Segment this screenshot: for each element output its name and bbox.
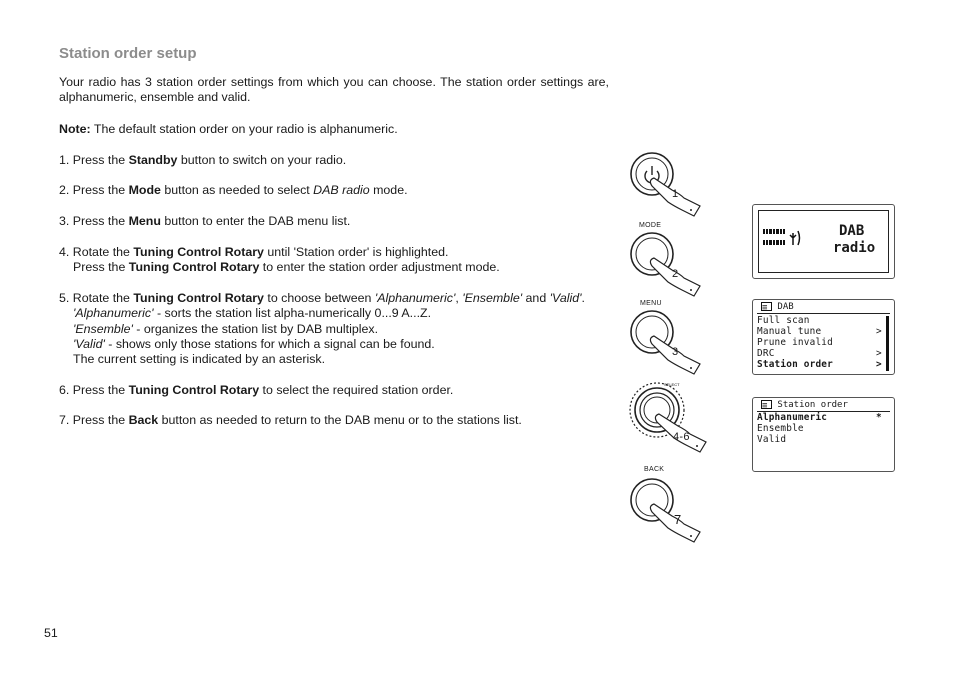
step-2	[59, 183, 408, 198]
option-item-ensemble[interactable]: Ensemble	[757, 423, 804, 434]
menu-item-manual-tune[interactable]: Manual tune	[757, 326, 822, 337]
radio-text: radio	[833, 240, 876, 256]
menu-label: MENU	[640, 300, 662, 307]
note-label: Note:	[59, 122, 91, 136]
step-5-line-2	[59, 306, 585, 321]
step-2-mode: DAB radio	[313, 183, 370, 197]
step-1-button: Standby	[128, 153, 178, 167]
step-1-text: 1. Press the	[59, 153, 129, 167]
header-divider	[757, 313, 890, 314]
page-number: 51	[44, 626, 58, 640]
step-4-text-2-end: to enter the station order adjustment mode.	[259, 260, 500, 275]
step-3-button: Menu	[128, 214, 161, 228]
asterisk-icon: *	[876, 412, 882, 423]
signal-strength-icon	[763, 223, 823, 263]
step-number: 7	[674, 512, 682, 527]
step-3	[59, 214, 350, 229]
step-4-text-2: Press the	[73, 260, 129, 275]
back-label: BACK	[644, 466, 665, 473]
step-7	[59, 413, 522, 428]
step-5-control: Tuning Control Rotary	[133, 291, 264, 305]
mode-button-figure	[628, 222, 708, 302]
chevron-right-icon: >	[876, 326, 882, 337]
svg-text:SELECT: SELECT	[664, 382, 680, 387]
step-2-text-mid: button as needed to select	[160, 183, 314, 197]
menu-header-text: DAB	[777, 302, 794, 312]
lcd-frame	[758, 210, 889, 273]
menu-icon: ≡	[761, 400, 772, 409]
step-4	[59, 245, 500, 276]
menu-button-illustration	[628, 308, 708, 388]
station-order-header	[761, 400, 848, 410]
tuning-rotary-illustration	[628, 378, 718, 468]
note-text: The default station order on your radio is alphanumeric.	[90, 122, 398, 136]
chevron-right-icon: >	[876, 348, 882, 359]
menu-item-drc[interactable]: DRC	[757, 348, 775, 359]
alphanumeric-desc: - sorts the station list alpha-numerically 0...9 A...Z.	[153, 306, 432, 321]
note	[59, 122, 398, 137]
dab-text: DAB	[839, 223, 865, 239]
step-5-line-4	[59, 337, 585, 352]
back-button-illustration	[628, 476, 708, 560]
tuning-rotary-figure	[628, 378, 718, 468]
alphanumeric-term: 'Alphanumeric'	[73, 306, 154, 321]
step-5-sep-2: and	[522, 291, 550, 305]
valid-term: 'Valid'	[73, 336, 105, 351]
step-5	[59, 291, 585, 367]
step-7-text-end: button as needed to return to the DAB menu or to the stations list.	[158, 413, 522, 427]
standby-button-illustration	[628, 150, 708, 220]
ensemble-desc: - organizes the station list by DAB multiplex.	[132, 321, 379, 336]
menu-icon: ≡	[761, 302, 772, 311]
dab-radio-text	[833, 223, 875, 257]
step-3-text-end: button to enter the DAB menu list.	[160, 214, 351, 228]
menu-item-prune-invalid[interactable]: Prune invalid	[757, 337, 833, 348]
step-5-text: 5. Rotate the	[59, 291, 134, 305]
option-alphanumeric: 'Alphanumeric'	[374, 291, 456, 305]
step-4-text: 4. Rotate the	[59, 245, 134, 259]
step-5-line-3	[59, 322, 585, 337]
step-3-text: 3. Press the	[59, 214, 129, 228]
ensemble-term: 'Ensemble'	[73, 321, 133, 336]
back-button-figure	[628, 464, 708, 548]
step-4-control-2: Tuning Control Rotary	[128, 260, 260, 275]
menu-item-full-scan[interactable]: Full scan	[757, 315, 810, 326]
lcd-dab-radio	[752, 204, 895, 279]
step-5-text-mid: to choose between	[263, 291, 375, 305]
step-1	[59, 153, 346, 168]
step-5-sep-1: ,	[455, 291, 463, 305]
step-5-end: .	[581, 291, 585, 305]
step-number: 4-6	[673, 431, 690, 443]
step-4-line-2	[59, 260, 500, 275]
step-6-text: 6. Press the	[59, 383, 129, 397]
step-6-text-end: to select the required station order.	[259, 383, 454, 397]
chevron-right-icon: >	[876, 359, 882, 370]
step-4-control: Tuning Control Rotary	[133, 245, 264, 259]
option-item-alphanumeric[interactable]: Alphanumeric	[757, 412, 828, 423]
standby-button-figure	[628, 150, 708, 220]
station-order-header-text: Station order	[777, 400, 848, 410]
step-7-text: 7. Press the	[59, 413, 129, 427]
valid-desc: - shows only those stations for which a signal can be found.	[104, 336, 435, 351]
dab-menu-header	[761, 302, 794, 312]
mode-label: MODE	[639, 222, 662, 229]
option-valid: 'Valid'	[549, 291, 582, 305]
step-number: 2	[672, 268, 679, 280]
option-item-valid[interactable]: Valid	[757, 434, 787, 445]
page-title: Station order setup	[59, 45, 197, 62]
step-4-line-1	[59, 245, 500, 260]
step-2-text: 2. Press the	[59, 183, 129, 197]
step-7-button: Back	[128, 413, 159, 427]
lcd-station-order	[752, 397, 895, 472]
step-4-text-end: until 'Station order' is highlighted.	[263, 245, 449, 259]
step-1-text-end: button to switch on your radio.	[177, 153, 347, 167]
lcd-dab-menu	[752, 299, 895, 375]
step-2-text-end: mode.	[369, 183, 408, 197]
step-6	[59, 383, 453, 398]
option-ensemble: 'Ensemble'	[462, 291, 523, 305]
step-5-line-1	[59, 291, 585, 306]
intro-paragraph: Your radio has 3 station order settings from which you can choose. The station order settings are, alphanumeric, ensemble and valid.	[59, 75, 609, 105]
menu-button-figure	[628, 298, 708, 378]
menu-item-station-order[interactable]: Station order	[757, 359, 833, 370]
step-5-line-5: The current setting is indicated by an asterisk.	[73, 352, 326, 367]
step-2-button: Mode	[128, 183, 161, 197]
scrollbar[interactable]	[886, 316, 889, 371]
step-6-control: Tuning Control Rotary	[128, 383, 260, 397]
step-number: 3	[672, 346, 679, 358]
step-number: 1	[672, 188, 679, 200]
